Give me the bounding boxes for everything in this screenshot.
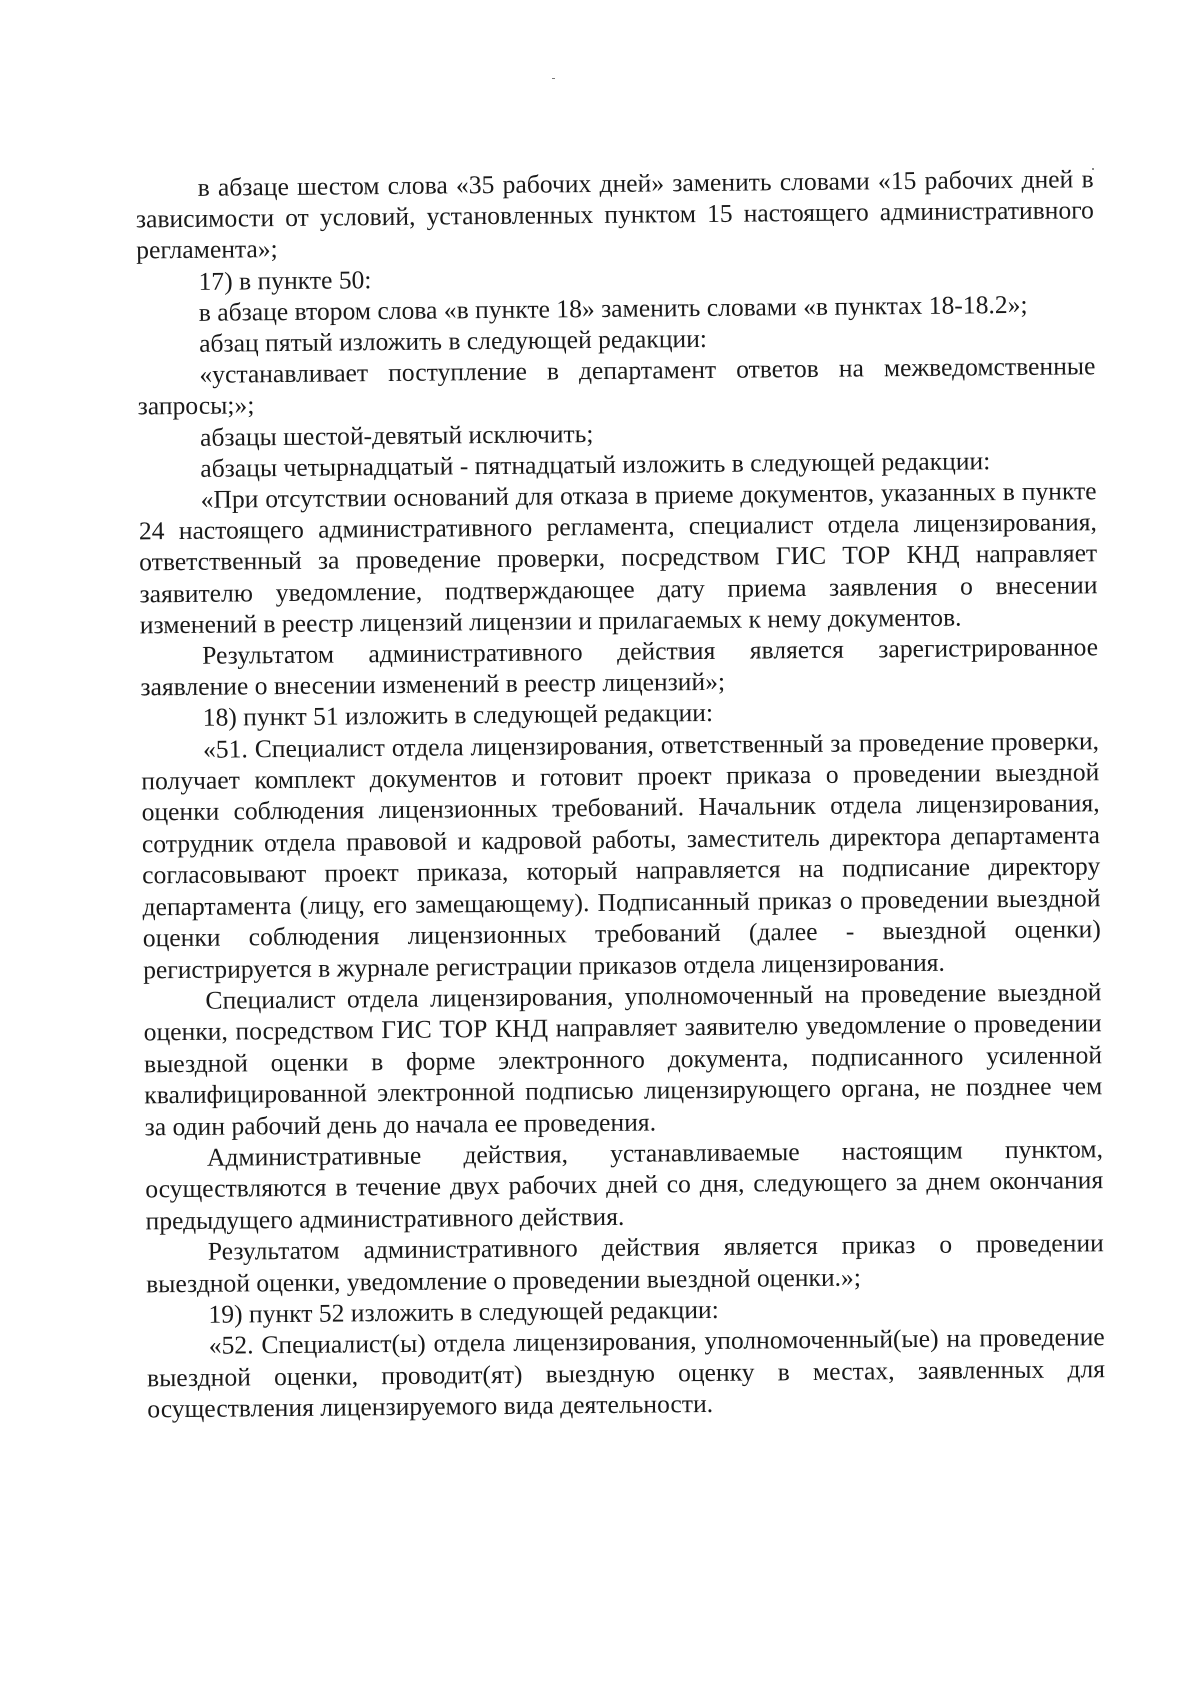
paragraph: «устанавливает поступление в департамент ответов на межведомственные запросы;»; <box>137 351 1096 421</box>
paragraph: Административные действия, устанавливаемые настоящим пунктом, осуществляются в течение двух рабочих дней со дня, следующего за днем окончания предыдущего административного действия. <box>145 1134 1104 1236</box>
paragraph: «52. Специалист(ы) отдела лицензирования, уполномоченный(ые) на проведение выездной оценки, проводит(ят) выездную оценку в местах, заявленных для осуществления лицензируемого вида деятельности. <box>146 1322 1106 1424</box>
paragraph: «51. Специалист отдела лицензирования, ответственный за проведение проверки, получает комплект документов и готовит проект приказа о проведении выездной оценки соблюдения лицензионных требований. Начальник отдела лицензирования, сотрудник отдела правовой и кадровой работы, заместитель директора департамента согласовывают проект приказа, который направляется на подписание директору департамента (лицу, его замещающему). Подписанный приказ о проведении выездной оценки соблюдения лицензионных требований (далее - выездной оценки) регистрируется в журнале регистрации приказов отдела лицензирования. <box>141 725 1101 984</box>
paragraph: Результатом административного действия является приказ о проведении выездной оценки, уведомление о проведении выездной оценки.»; <box>146 1228 1104 1298</box>
paragraph: абзац пятый изложить в следующей редакции: <box>198 323 708 358</box>
paragraph: «При отсутствии оснований для отказа в приеме документов, указанных в пункте 24 настоящего административного регламента, специалист отдела лицензирования, ответственный за проведение проверки, посредством ГИС ТОР КНД направляет заявителю уведомление, подтверждающее дату приема заявления о внесении изменений в реестр лицензий лицензии и прилагаемых к нему документов. <box>138 476 1098 640</box>
paragraph: 19) пункт 52 изложить в следующей редакции: <box>208 1294 719 1329</box>
paragraph: абзацы четырнадцатый - пятнадцатый изложить в следующей редакции: <box>200 446 991 483</box>
paragraph: 17) в пункте 50: <box>198 264 372 296</box>
paragraph: 18) пункт 51 изложить в следующей редакции: <box>202 698 714 733</box>
paragraph: абзацы шестой-девятый исключить; <box>199 418 594 452</box>
paragraph: в абзаце втором слова «в пункте 18» заменить словами «в пунктах 18-18.2»; <box>198 289 1028 327</box>
paragraph: Специалист отдела лицензирования, уполномоченный на проведение выездной оценки, посредством ГИС ТОР КНД направляет заявителю уведомление о проведении выездной оценки в форме электронного документа, подписанного усиленной квалифицированной электронной подписью лицензирующего органа, не позднее чем за один рабочий день до начала ее проведения. <box>143 977 1103 1141</box>
paragraph: Результатом административного действия является зарегистрированное заявление о внесении изменений в реестр лицензий»; <box>140 632 1099 702</box>
paragraph: в абзаце шестом слова «35 рабочих дней» заменить словами «15 рабочих дней в зависимости от условий, установленных пунктом 15 настоящего административного регламента»; <box>135 164 1095 265</box>
